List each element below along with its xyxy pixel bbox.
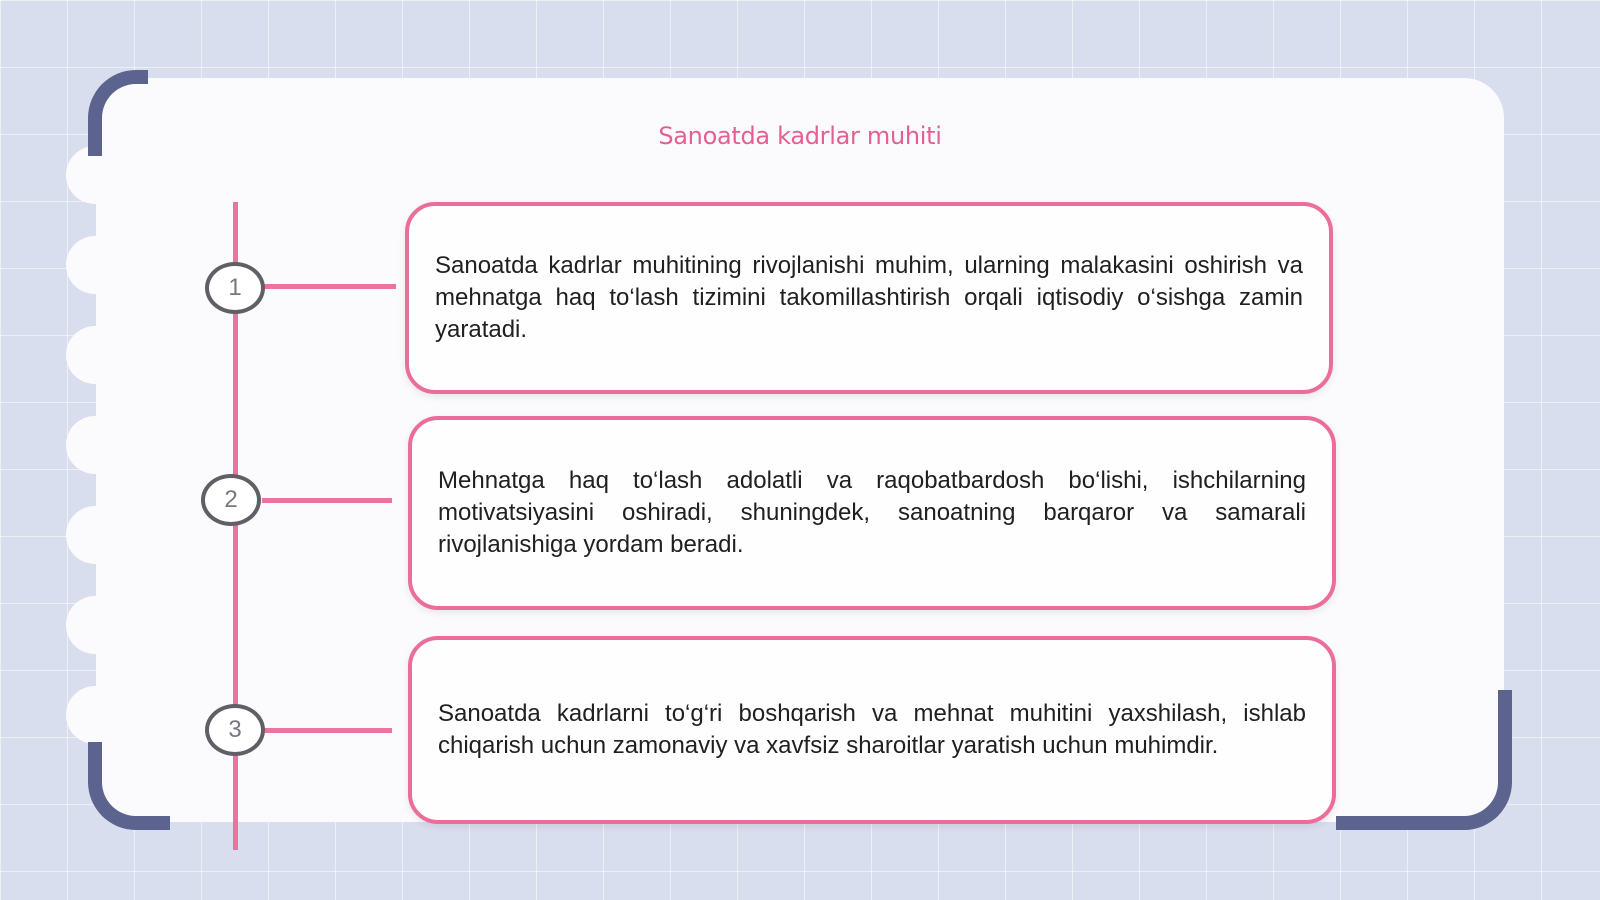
paper-scallop [66,236,124,294]
content-card-1 [405,202,1333,394]
paper-scallop [66,506,124,564]
paper-scallop [66,686,124,744]
timeline-connector-3 [264,728,392,733]
marker-number: 3 [228,716,242,743]
frame-corner-bottom-right [1336,690,1512,830]
timeline-connector-2 [262,498,392,503]
marker-number: 2 [224,486,238,513]
slide-title: Sanoatda kadrlar muhiti [658,122,942,150]
timeline-marker-2 [201,474,261,526]
timeline-marker-3 [205,704,265,756]
paper-scallop [66,596,124,654]
content-card-3 [408,636,1336,824]
timeline-marker-1 [205,262,265,314]
card-text: Sanoatda kadrlarni to‘g‘ri boshqarish va mehnat muhitini yaxshilash, ishlab chiqarish uchun zamonaviy va xavfsiz sharoitlar yaratish uchun muhimdir. [438,700,1306,759]
paper-scallop [66,326,124,384]
card-text: Sanoatda kadrlar muhitining rivojlanishi muhim, ularning malakasini oshirish va mehnatga haq to‘lash tizimini takomillashtirish orqali iqtisodiy o‘sishga zamin yaratadi. [435,252,1303,343]
marker-number: 1 [228,274,242,301]
card-text: Mehnatga haq to‘lash adolatli va raqobatbardosh bo‘lishi, ishchilarning motivatsiyasini oshiradi, shuningdek, sanoatning barqaror va samarali rivojlanishiga yordam beradi. [438,467,1306,558]
content-card-2 [408,416,1336,610]
frame-corner-bottom-left [88,742,170,830]
paper-scallop [66,416,124,474]
timeline-connector-1 [264,284,396,289]
